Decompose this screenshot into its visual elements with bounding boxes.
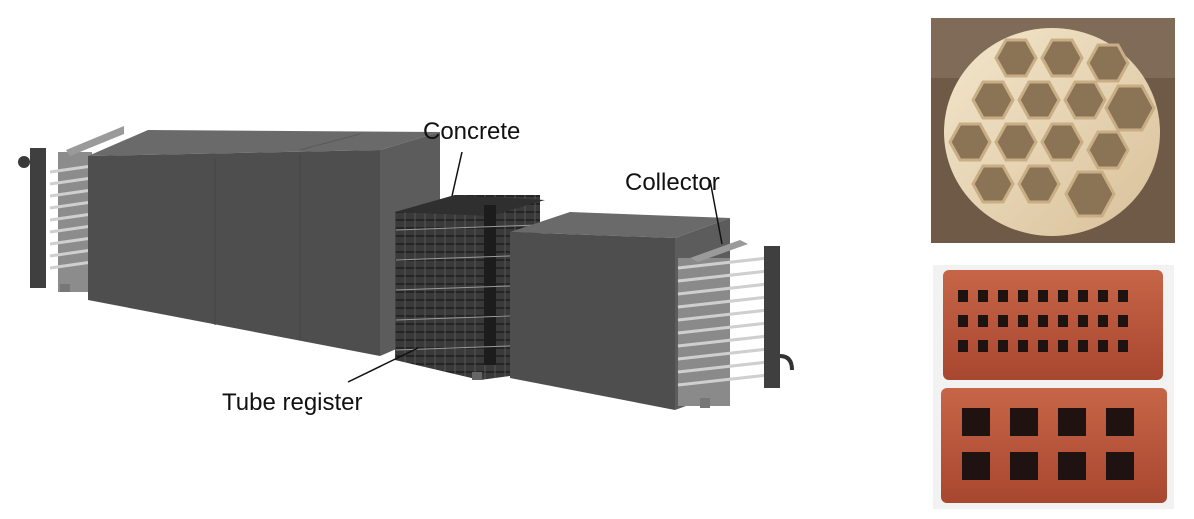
heat-storage-module-illustration [18,118,792,416]
concrete-label: Concrete [423,118,521,145]
tube-register-label: Tube register [222,389,363,416]
concrete-block-left [88,130,440,356]
perforated-red-brick-photo [933,265,1174,509]
right-collector [678,240,792,408]
collector-label: Collector [625,169,720,196]
concrete-leader-line [452,152,462,196]
honeycomb-ceramic-brick-photo [931,18,1175,243]
